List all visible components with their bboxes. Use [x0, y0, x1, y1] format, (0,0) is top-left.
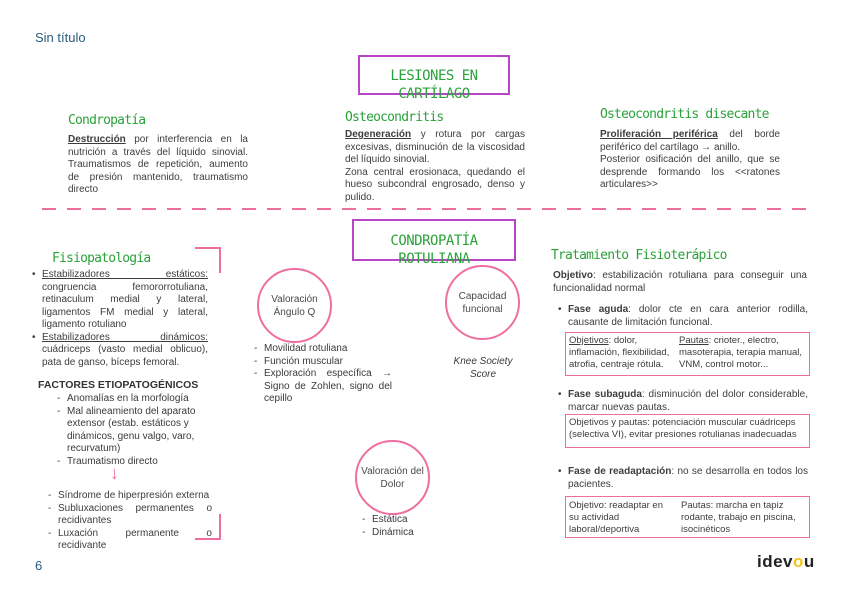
fase-aguda [556, 304, 808, 329]
brand-logo: idevou [757, 552, 815, 571]
section-title-lesiones [358, 55, 510, 103]
list-item: • Estabilizadores dinámicos: cuádriceps (vasto medial oblicuo), pata de ganso, bíceps femoral. [30, 332, 208, 370]
valoracion-dolor-circle: Valoración del Dolor [355, 440, 430, 515]
osteocondritis-disecante-title: Osteocondritis disecante [600, 107, 769, 122]
fase-aguda-box [565, 332, 810, 376]
list-item: • Estabilizadores estáticos: congruencia femororrotuliana, retinaculum medial y lateral, ligamentos FM medial y lateral, ligamento rotuliano [30, 269, 208, 332]
knee-society-score: Knee Society Score [453, 356, 513, 380]
capacidad-funcional-circle: Capacidad funcional [445, 265, 520, 340]
list-item: - Movilidad rotuliana [252, 343, 392, 356]
objetivo-col: Objetivo: readaptar en su actividad laboral/deportiva [569, 500, 664, 535]
consecuencias-list [46, 490, 212, 553]
condropatia-title: Condropatía [68, 113, 146, 128]
document-title: Sin título [35, 30, 86, 45]
fase-subaguda-box: Objetivos y pautas: potenciación muscular cuádriceps (selectiva VI), evitar presiones rotulianas inadecuadas [565, 414, 810, 448]
page-number: 6 [35, 558, 43, 573]
tratamiento-title: Tratamiento Fisioterápico [551, 248, 727, 263]
list-item: - Exploración específica → Signo de Zohlen, signo del cepillo [252, 368, 392, 406]
title-text: CONDROPATÍA ROTULIANA [390, 233, 478, 268]
tratamiento-objetivo: Objetivo: estabilización rotuliana para conseguir una funcionalidad normal [553, 270, 807, 294]
list-item: • Fase de readaptación: no se desarrolla en todos los pacientes. [556, 466, 808, 491]
fase-subaguda [556, 389, 808, 414]
dashed-divider [42, 208, 812, 212]
list-item: • Fase aguda: dolor cte en cara anterior rodilla, causante de limitación funcional. [556, 304, 808, 329]
estabilizadores-list [30, 269, 208, 369]
objetivos-col: Objetivos: dolor, inflamación, flexibilidad, atrofia, centraje rótula. [569, 335, 670, 370]
fase-readaptacion [556, 466, 808, 491]
list-item: • Fase subaguda: disminución del dolor considerable, marcar nuevas pautas. [556, 389, 808, 414]
dolor-list [360, 514, 440, 539]
osteocondritis-title: Osteocondritis [345, 110, 444, 125]
osteocondritis-text: Degeneración y rotura por cargas excesivas, disminución de la viscosidad del líquido sinovial. Zona central erosionaca, quedando el hueso subcondral engrosado, denso y pulido. [345, 129, 525, 203]
list-item: - Anomalías en la morfología [55, 393, 200, 406]
angulo-list [252, 343, 392, 406]
list-item: - Función muscular [252, 356, 392, 369]
down-arrow-icon: ↓ [110, 463, 119, 483]
condropatia-text: Destrucción por interferencia en la nutrición a través del líquido sinovial. Traumatismos de repetición, aumento de presión mantenido, traumatismo directo [68, 134, 248, 195]
fisiopatologia-title: Fisiopatología [52, 251, 151, 266]
pautas-col: Pautas: marcha en tapiz rodante, trabajo en piscina, isocinéticos [681, 500, 796, 535]
valoracion-angulo-q-circle: Valoración Ángulo Q [257, 268, 332, 343]
bottom-bracket [195, 514, 221, 540]
fase-readaptacion-box [565, 496, 810, 538]
list-item: - Luxación permanente o recidivante [46, 528, 212, 553]
osteocondritis-disecante-text: Proliferación periférica del borde periférico del cartílago → anillo. Posterior osificación del anillo, que se desprende formando los <<ratones articulares>> [600, 129, 780, 190]
list-item: - Traumatismo directo [55, 456, 200, 469]
list-item: - Dinámica [360, 527, 440, 540]
factores-list [55, 393, 200, 468]
list-item: - Estática [360, 514, 440, 527]
list-item: - Mal alineamiento del aparato extensor (estab. estáticos y dinámicos, genu valgo, varo, recurvatum) [55, 406, 200, 456]
factores-title: FACTORES ETIOPATOGÉNICOS [38, 379, 199, 391]
list-item: - Subluxaciones permanentes o recidivantes [46, 503, 212, 528]
title-text: LESIONES EN CARTÍLAGO [390, 68, 478, 103]
pautas-col: Pautas: crioter., electro, masoterapia, terapia manual, VNM, control motor... [679, 335, 803, 370]
list-item: - Síndrome de hiperpresión externa [46, 490, 212, 503]
section-title-condropatia-rotuliana [352, 219, 516, 268]
